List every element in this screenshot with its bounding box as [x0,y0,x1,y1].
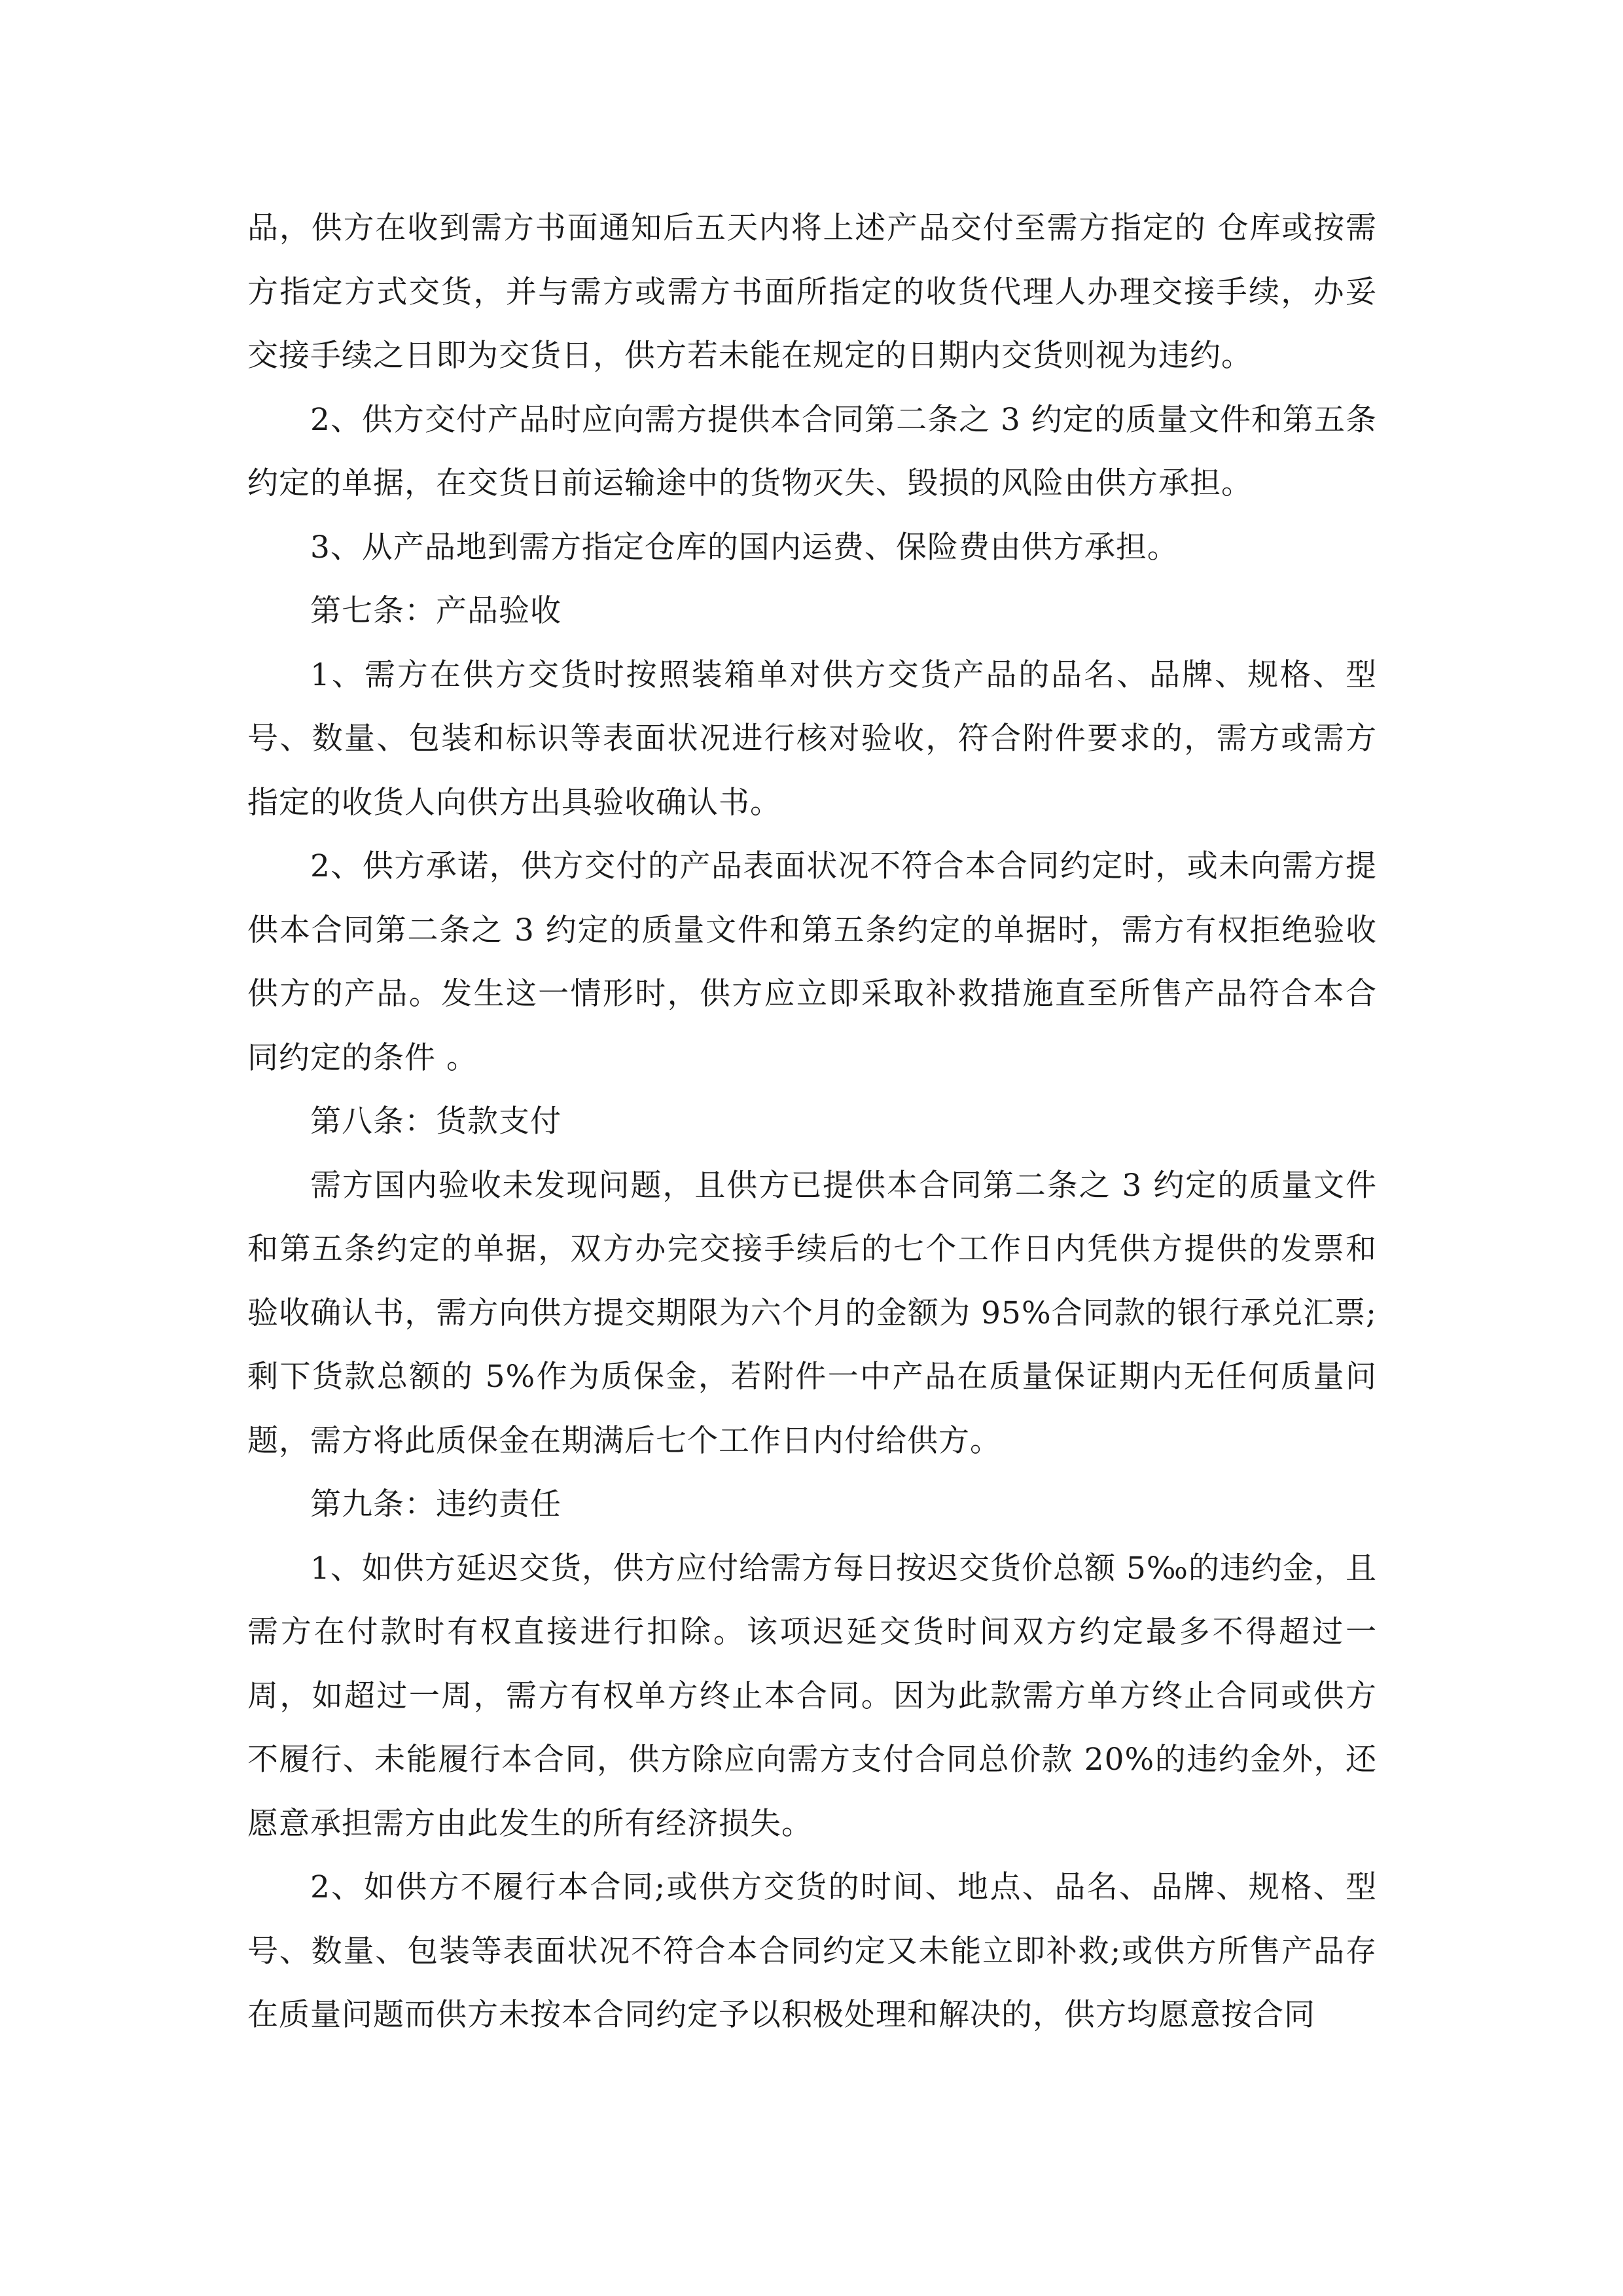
section-heading-article-9: 第九条：违约责任 [310,1486,562,1522]
paragraph-delivery-documents: 2、供方交付产品时应向需方提供本合同第二条之 3 约定的质量文件和第五条约定的单据，在交货日前运输途中的货物灭失、毁损的风险由供方承担。 [247,401,1377,501]
paragraph-freight-costs: 3、从产品地到需方指定仓库的国内运费、保险费由供方承担。 [310,529,1179,565]
section-heading-article-7: 第七条：产品验收 [310,593,562,629]
section-heading-article-8: 第八条：货款支付 [310,1103,562,1139]
paragraph-late-delivery-penalty: 1、如供方延迟交货，供方应付给需方每日按迟交货价总额 5‰的违约金，且需方在付款时有权直接进行扣除。该项迟延交货时间双方约定最多不得超过一周，如超过一周，需方有权单方终止本合同。因为此款需方单方终止合同或供方不履行、未能履行本合同，供方除应向需方支付合同总价款 20%的违约金外，还愿意承担需方由此发生的所有经济损失。 [247,1550,1377,1842]
paragraph-payment-terms: 需方国内验收未发现问题，且供方已提供本合同第二条之 3 约定的质量文件和第五条约定的单据，双方办完交接手续后的七个工作日内凭供方提供的发票和验收确认书，需方向供方提交期限为六个月的金额为 95%合同款的银行承兑汇票;剩下货款总额的 5%作为质保金，若附件一中产品在质量保证期内无任何质量问题，需方将此质保金在期满后七个工作日内付给供方。 [247,1167,1377,1459]
paragraph-breach-liability: 2、如供方不履行本合同;或供方交货的时间、地点、品名、品牌、规格、型号、数量、包装等表面状况不符合本合同约定又未能立即补救;或供方所售产品存在质量问题而供方未按本合同约定予以积极处理和解决的，供方均愿意按合同 [247,1869,1377,2033]
paragraph-acceptance-inspection: 1、需方在供方交货时按照装箱单对供方交货产品的品名、品牌、规格、型号、数量、包装和标识等表面状况进行核对验收，符合附件要求的，需方或需方指定的收货人向供方出具验收确认书。 [247,656,1377,821]
paragraph-delivery-continuation: 品，供方在收到需方书面通知后五天内将上述产品交付至需方指定的 仓库或按需方指定方式交货，并与需方或需方书面所指定的收货代理人办理交接手续，办妥交接手续之日即为交货日，供方若未能在规定的日期内交货则视为违约。 [247,210,1377,374]
paragraph-acceptance-rejection: 2、供方承诺，供方交付的产品表面状况不符合本合同约定时，或未向需方提供本合同第二条之 3 约定的质量文件和第五条约定的单据时，需方有权拒绝验收供方的产品。发生这一情形时，供方应立即采取补救措施直至所售产品符合本合同约定的条件 。 [247,848,1377,1076]
contract-text [247,196,1377,2047]
